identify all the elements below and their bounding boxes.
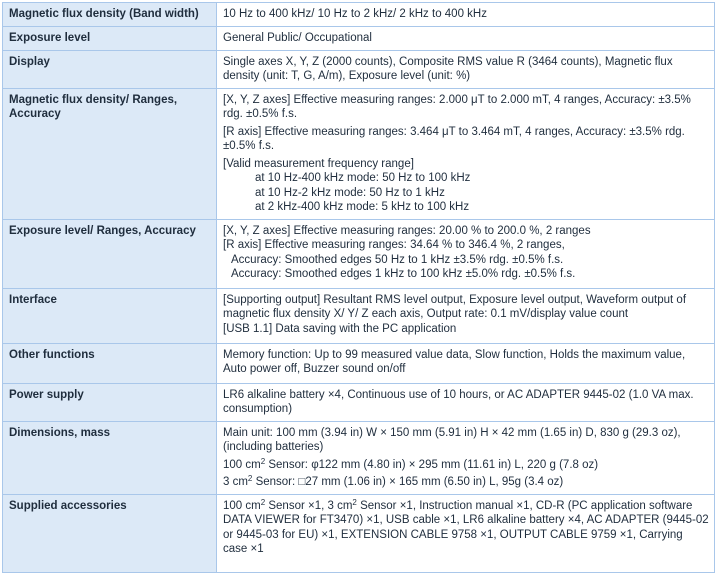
value-text: Sensor ×1, 3 cm <box>265 499 353 512</box>
value-line: [R axis] Effective measuring ranges: 34.64 % to 346.4 %, 2 ranges, <box>223 239 565 251</box>
value-line <box>223 458 710 473</box>
value-line: Main unit: 100 mm (3.94 in) W × 150 mm (5.91 in) H × 42 mm (1.65 in) D, 830 g (29.3 oz), (including batteries) <box>223 426 681 453</box>
value-line: Accuracy: Smoothed edges 50 Hz to 1 kHz ±3.5% rdg. ±0.5% f.s. <box>231 253 564 266</box>
value-line: [R axis] Effective measuring ranges: 3.464 μT to 3.464 mT, 4 ranges, Accuracy: ±3.5% rdg. ±0.5% f.s. <box>223 125 685 152</box>
value-text: 100 cm <box>223 499 261 512</box>
value-line: at 2 kHz-400 kHz mode: 5 kHz to 100 kHz <box>255 201 470 213</box>
row-label-other-functions: Other functions <box>3 343 217 383</box>
value-line: Accuracy: Smoothed edges 1 kHz to 100 kHz ±5.0% rdg. ±0.5% f.s. <box>231 268 576 280</box>
table-row <box>3 421 715 494</box>
table-row <box>3 288 715 343</box>
value-line: [X, Y, Z axes] Effective measuring ranges: 20.00 % to 200.0 %, 2 ranges <box>223 224 591 237</box>
row-label-power-supply: Power supply <box>3 383 217 421</box>
row-value-display <box>217 50 715 88</box>
row-label-accessories: Supplied accessories <box>3 494 217 572</box>
superscript: 2 <box>260 456 266 466</box>
table-row <box>3 494 715 572</box>
table-row <box>3 383 715 421</box>
row-value-other-functions <box>217 343 715 383</box>
value-line: Single axes X, Y, Z (2000 counts), Composite RMS value R (3464 counts), Magnetic flux density (unit: T, G, A/m), Exposure level (unit: %) <box>223 55 673 82</box>
value-line: LR6 alkaline battery ×4, Continuous use of 10 hours, or AC ADAPTER 9445-02 (1.0 VA max. consumption) <box>223 388 694 415</box>
row-label-interface: Interface <box>3 288 217 343</box>
value-text: Sensor: φ122 mm (4.80 in) × 295 mm (11.61 in) L, 220 g (7.8 oz) <box>265 458 599 471</box>
value-text: 3 cm <box>223 476 248 488</box>
table-row <box>3 26 715 50</box>
row-label-exposure-level: Exposure level <box>3 26 217 50</box>
value-text: 100 cm <box>223 458 261 471</box>
value-text: Sensor ×1, Instruction manual ×1, CD-R (PC application software DATA VIEWER for FT3470) ×1, USB cable ×1, LR6 alkaline battery ×4, AC ADAPTER (9445-02 or 9445-03 for EU) ×1, EXTENSION CABLE 9758 ×1, OUTPUT CABLE 9759 ×1, Carrying case ×1 <box>223 499 709 555</box>
value-line: [Valid measurement frequency range] <box>223 157 414 170</box>
superscript: 2 <box>352 497 357 507</box>
row-label-bandwidth: Magnetic flux density (Band width) <box>3 3 217 27</box>
value-line: Memory function: Up to 99 measured value data, Slow function, Holds the maximum value, Auto power off, Buzzer sound on/off <box>223 348 686 375</box>
table-row <box>3 3 715 27</box>
value-line: 10 Hz to 400 kHz/ 10 Hz to 2 kHz/ 2 kHz to 400 kHz <box>223 8 487 20</box>
spec-table <box>2 2 715 573</box>
row-value-interface <box>217 288 715 343</box>
table-row <box>3 50 715 88</box>
row-label-flux-ranges: Magnetic flux density/ Ranges, Accuracy <box>3 88 217 219</box>
row-label-dimensions: Dimensions, mass <box>3 421 217 494</box>
value-line <box>223 499 710 557</box>
row-value-dimensions <box>217 421 715 494</box>
value-text: Sensor: □27 mm (1.06 in) × 165 mm (6.50 in) L, 95g (3.4 oz) <box>252 476 564 488</box>
value-line: General Public/ Occupational <box>223 31 372 44</box>
row-value-accessories <box>217 494 715 572</box>
table-row <box>3 343 715 383</box>
row-value-bandwidth <box>217 3 715 27</box>
row-value-exposure-level <box>217 26 715 50</box>
table-row <box>3 88 715 219</box>
superscript: 2 <box>247 474 253 483</box>
row-value-exposure-ranges <box>217 219 715 288</box>
row-label-display: Display <box>3 50 217 88</box>
superscript: 2 <box>260 497 266 507</box>
value-line <box>223 475 710 490</box>
value-line: [X, Y, Z axes] Effective measuring ranges: 2.000 μT to 2.000 mT, 4 ranges, Accuracy: ±3.5% rdg. ±0.5% f.s. <box>223 93 691 120</box>
value-line: [Supporting output] Resultant RMS level output, Exposure level output, Waveform output of magnetic flux density X/ Y/ Z each axis, Output rate: 0.1 mV/display value count <box>223 293 687 320</box>
value-line: at 10 Hz-400 kHz mode: 50 Hz to 100 kHz <box>255 172 471 184</box>
table-row <box>3 219 715 288</box>
row-label-exposure-ranges: Exposure level/ Ranges, Accuracy <box>3 219 217 288</box>
row-value-flux-ranges <box>217 88 715 219</box>
value-line: [USB 1.1] Data saving with the PC application <box>223 322 457 335</box>
row-value-power-supply <box>217 383 715 421</box>
value-line: at 10 Hz-2 kHz mode: 50 Hz to 1 kHz <box>255 186 445 199</box>
